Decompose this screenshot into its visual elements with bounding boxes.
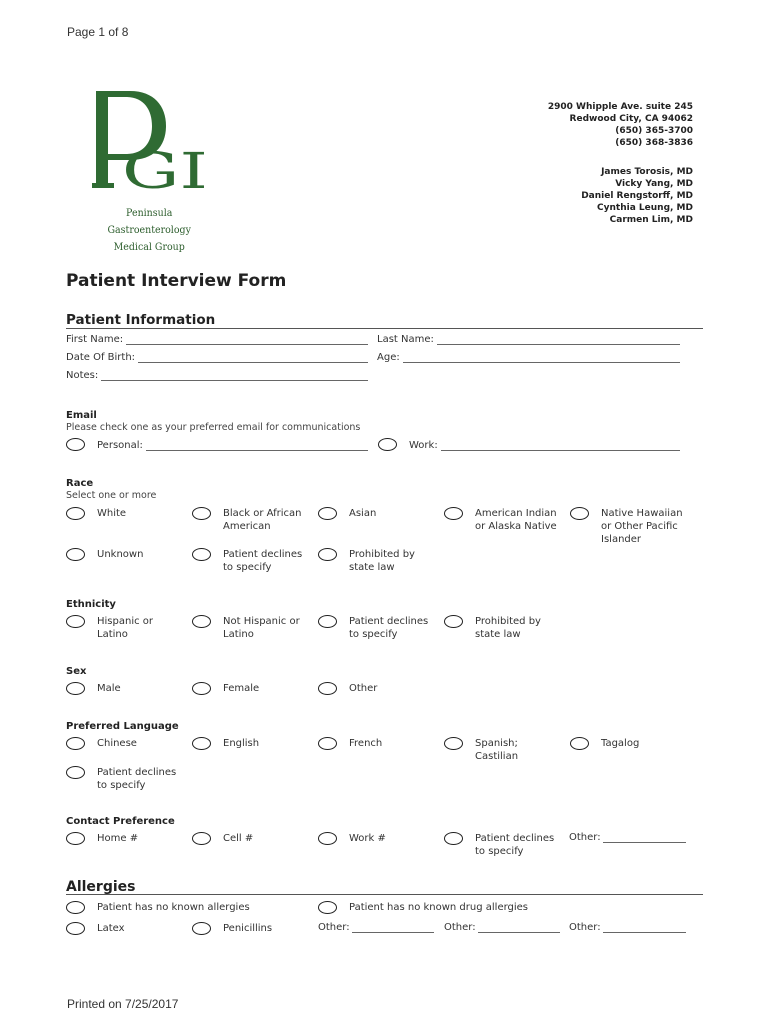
language-declines-radio[interactable] — [66, 766, 85, 779]
sex-option-male[interactable] — [66, 682, 181, 695]
allergy-option-none-known[interactable] — [66, 901, 306, 914]
doctor-name: Carmen Lim, MD — [609, 215, 693, 225]
doctor-name: Cynthia Leung, MD — [597, 203, 693, 213]
allergy-other-field-3[interactable] — [569, 922, 686, 933]
contact-cell-label: Cell # — [223, 833, 254, 844]
language-english-label: English — [223, 738, 260, 749]
first-name-label: First Name: — [66, 334, 124, 345]
language-spanish-label: Spanish; Castilian — [475, 738, 519, 762]
personal-email-label: Personal: — [97, 440, 143, 451]
age-line[interactable] — [403, 352, 680, 363]
race-prohibited-checkbox[interactable] — [318, 548, 337, 561]
sex-female-radio[interactable] — [192, 682, 211, 695]
language-title: Preferred Language — [66, 721, 179, 732]
personal-email-line[interactable] — [146, 440, 368, 451]
ethnicity-not-hispanic-label: Not Hispanic or Latino — [223, 616, 300, 640]
race-black-checkbox[interactable] — [192, 507, 211, 520]
work-email-line[interactable] — [441, 440, 680, 451]
language-option-tagalog[interactable] — [570, 737, 690, 750]
sex-female-label: Female — [223, 683, 260, 694]
language-french-label: French — [349, 738, 383, 749]
printed-date: Printed on 7/25/2017 — [67, 997, 179, 1011]
contact-other-field[interactable] — [569, 832, 686, 843]
svg-text:GI: GI — [122, 142, 208, 200]
email-note: Please check one as your preferred email for communications — [66, 422, 361, 433]
allergy-latex-label: Latex — [97, 923, 125, 934]
age-field[interactable] — [377, 352, 680, 363]
race-american-indian-checkbox[interactable] — [444, 507, 463, 520]
language-option-declines[interactable] — [66, 766, 186, 792]
race-native-hawaiian-checkbox[interactable] — [570, 507, 589, 520]
personal-email-option[interactable] — [66, 438, 368, 451]
first-name-line[interactable] — [126, 334, 368, 345]
sex-other-radio[interactable] — [318, 682, 337, 695]
language-option-french[interactable] — [318, 737, 433, 750]
race-option-declines[interactable] — [192, 548, 310, 574]
contact-option-cell[interactable] — [192, 832, 310, 845]
sex-male-radio[interactable] — [66, 682, 85, 695]
allergy-latex-checkbox[interactable] — [66, 922, 85, 935]
contact-home-label: Home # — [97, 833, 139, 844]
language-spanish-radio[interactable] — [444, 737, 463, 750]
language-chinese-radio[interactable] — [66, 737, 85, 750]
language-declines-label: Patient declines to specify — [97, 767, 177, 791]
language-option-chinese[interactable] — [66, 737, 181, 750]
race-declines-checkbox[interactable] — [192, 548, 211, 561]
race-declines-label: Patient declines to specify — [223, 549, 303, 573]
allergy-other-label-2: Other: — [444, 922, 476, 933]
allergy-other-label-1: Other: — [318, 922, 350, 933]
allergy-other-field-1[interactable] — [318, 922, 434, 933]
phone-line: (650) 365-3700 — [615, 126, 693, 136]
personal-email-radio[interactable] — [66, 438, 85, 451]
allergy-other-line-3[interactable] — [603, 922, 686, 933]
sex-option-other[interactable] — [318, 682, 433, 695]
ethnicity-prohibited-label: Prohibited by state law — [475, 616, 541, 640]
contact-other-line[interactable] — [603, 832, 686, 843]
sex-other-label: Other — [349, 683, 378, 694]
race-option-black[interactable] — [192, 507, 310, 533]
sex-option-female[interactable] — [192, 682, 310, 695]
allergy-penicillins-checkbox[interactable] — [192, 922, 211, 935]
contact-home-radio[interactable] — [66, 832, 85, 845]
first-name-field[interactable] — [66, 334, 368, 345]
doctor-name: Daniel Rengstorff, MD — [581, 191, 693, 201]
ethnicity-option-not-hispanic[interactable] — [192, 615, 310, 641]
ethnicity-title: Ethnicity — [66, 599, 116, 610]
dob-label: Date Of Birth: — [66, 352, 136, 363]
race-option-unknown[interactable] — [66, 548, 181, 561]
race-unknown-label: Unknown — [97, 549, 144, 560]
race-option-native-hawaiian[interactable] — [570, 507, 690, 546]
allergy-option-latex[interactable] — [66, 922, 181, 935]
last-name-field[interactable] — [377, 334, 680, 345]
notes-label: Notes: — [66, 370, 99, 381]
race-american-indian-label: American Indian or Alaska Native — [475, 508, 557, 532]
contact-work-radio[interactable] — [318, 832, 337, 845]
race-title: Race — [66, 478, 94, 489]
clinic-address — [548, 101, 693, 149]
contact-option-home[interactable] — [66, 832, 181, 845]
race-black-label: Black or African American — [223, 508, 302, 532]
sex-male-label: Male — [97, 683, 121, 694]
ethnicity-not-hispanic-radio[interactable] — [192, 615, 211, 628]
allergy-none-known-checkbox[interactable] — [66, 901, 85, 914]
allergy-none-known-label: Patient has no known allergies — [97, 902, 250, 913]
race-note: Select one or more — [66, 490, 157, 501]
language-chinese-label: Chinese — [97, 738, 137, 749]
patient-info-title: Patient Information — [66, 312, 216, 328]
page-number: Page 1 of 8 — [67, 25, 129, 39]
language-option-english[interactable] — [192, 737, 310, 750]
last-name-line[interactable] — [437, 334, 680, 345]
logo-line-1: Peninsula Gastroenterology — [107, 207, 191, 236]
race-white-checkbox[interactable] — [66, 507, 85, 520]
allergy-other-line-2[interactable] — [478, 922, 560, 933]
contact-other-label: Other: — [569, 832, 601, 843]
contact-work-label: Work # — [349, 833, 386, 844]
ethnicity-declines-radio[interactable] — [318, 615, 337, 628]
contact-option-declines[interactable] — [444, 832, 564, 858]
language-option-spanish[interactable] — [444, 737, 564, 763]
address-line: 2900 Whipple Ave. suite 245 — [547, 102, 693, 112]
race-asian-label: Asian — [349, 508, 377, 519]
race-white-label: White — [97, 508, 127, 519]
ethnicity-option-prohibited[interactable] — [444, 615, 564, 641]
fax-line: (650) 368-3836 — [615, 138, 693, 148]
form-title: Patient Interview Form — [66, 271, 287, 291]
ethnicity-option-declines[interactable] — [318, 615, 433, 641]
contact-declines-label: Patient declines to specify — [475, 833, 555, 857]
contact-option-work[interactable] — [318, 832, 433, 845]
contact-cell-radio[interactable] — [192, 832, 211, 845]
ethnicity-hispanic-label: Hispanic or Latino — [97, 616, 154, 640]
language-french-radio[interactable] — [318, 737, 337, 750]
age-label: Age: — [377, 352, 400, 363]
language-tagalog-label: Tagalog — [601, 738, 640, 749]
logo-line-2: Medical Group — [113, 241, 185, 253]
ethnicity-hispanic-radio[interactable] — [66, 615, 85, 628]
race-option-asian[interactable] — [318, 507, 433, 520]
work-email-radio[interactable] — [378, 438, 397, 451]
race-asian-checkbox[interactable] — [318, 507, 337, 520]
language-english-radio[interactable] — [192, 737, 211, 750]
logo-caption — [97, 205, 201, 256]
allergy-other-field-2[interactable] — [444, 922, 560, 933]
notes-line[interactable] — [101, 370, 368, 381]
address-line: Redwood City, CA 94062 — [569, 114, 693, 124]
dob-field[interactable] — [66, 352, 368, 363]
allergy-other-line-1[interactable] — [352, 922, 434, 933]
allergy-other-label-3: Other: — [569, 922, 601, 933]
allergy-no-drug-label: Patient has no known drug allergies — [349, 902, 529, 913]
race-prohibited-label: Prohibited by state law — [349, 549, 415, 573]
allergy-no-drug-checkbox[interactable] — [318, 901, 337, 914]
allergy-option-penicillins[interactable] — [192, 922, 310, 935]
doctor-name: Vicky Yang, MD — [615, 179, 693, 189]
email-title: Email — [66, 410, 97, 421]
work-email-option[interactable] — [378, 438, 680, 451]
race-option-american-indian[interactable] — [444, 507, 564, 533]
doctor-list — [581, 166, 693, 226]
contact-declines-radio[interactable] — [444, 832, 463, 845]
section-divider — [66, 894, 703, 895]
race-option-prohibited[interactable] — [318, 548, 433, 574]
race-unknown-checkbox[interactable] — [66, 548, 85, 561]
ethnicity-declines-label: Patient declines to specify — [349, 616, 429, 640]
sex-title: Sex — [66, 666, 87, 677]
ethnicity-option-hispanic[interactable] — [66, 615, 181, 641]
race-native-hawaiian-label: Native Hawaiian or Other Pacific Islander — [601, 508, 683, 545]
allergy-penicillins-label: Penicillins — [223, 923, 273, 934]
ethnicity-prohibited-radio[interactable] — [444, 615, 463, 628]
last-name-label: Last Name: — [377, 334, 434, 345]
dob-line[interactable] — [138, 352, 368, 363]
contact-title: Contact Preference — [66, 816, 175, 827]
allergies-title: Allergies — [66, 879, 136, 895]
notes-field[interactable] — [66, 370, 368, 381]
language-tagalog-radio[interactable] — [570, 737, 589, 750]
section-divider — [66, 328, 703, 329]
race-option-white[interactable] — [66, 507, 181, 520]
work-email-label: Work: — [409, 440, 438, 451]
allergy-option-no-drug[interactable] — [318, 901, 578, 914]
doctor-name: James Torosis, MD — [601, 167, 693, 177]
